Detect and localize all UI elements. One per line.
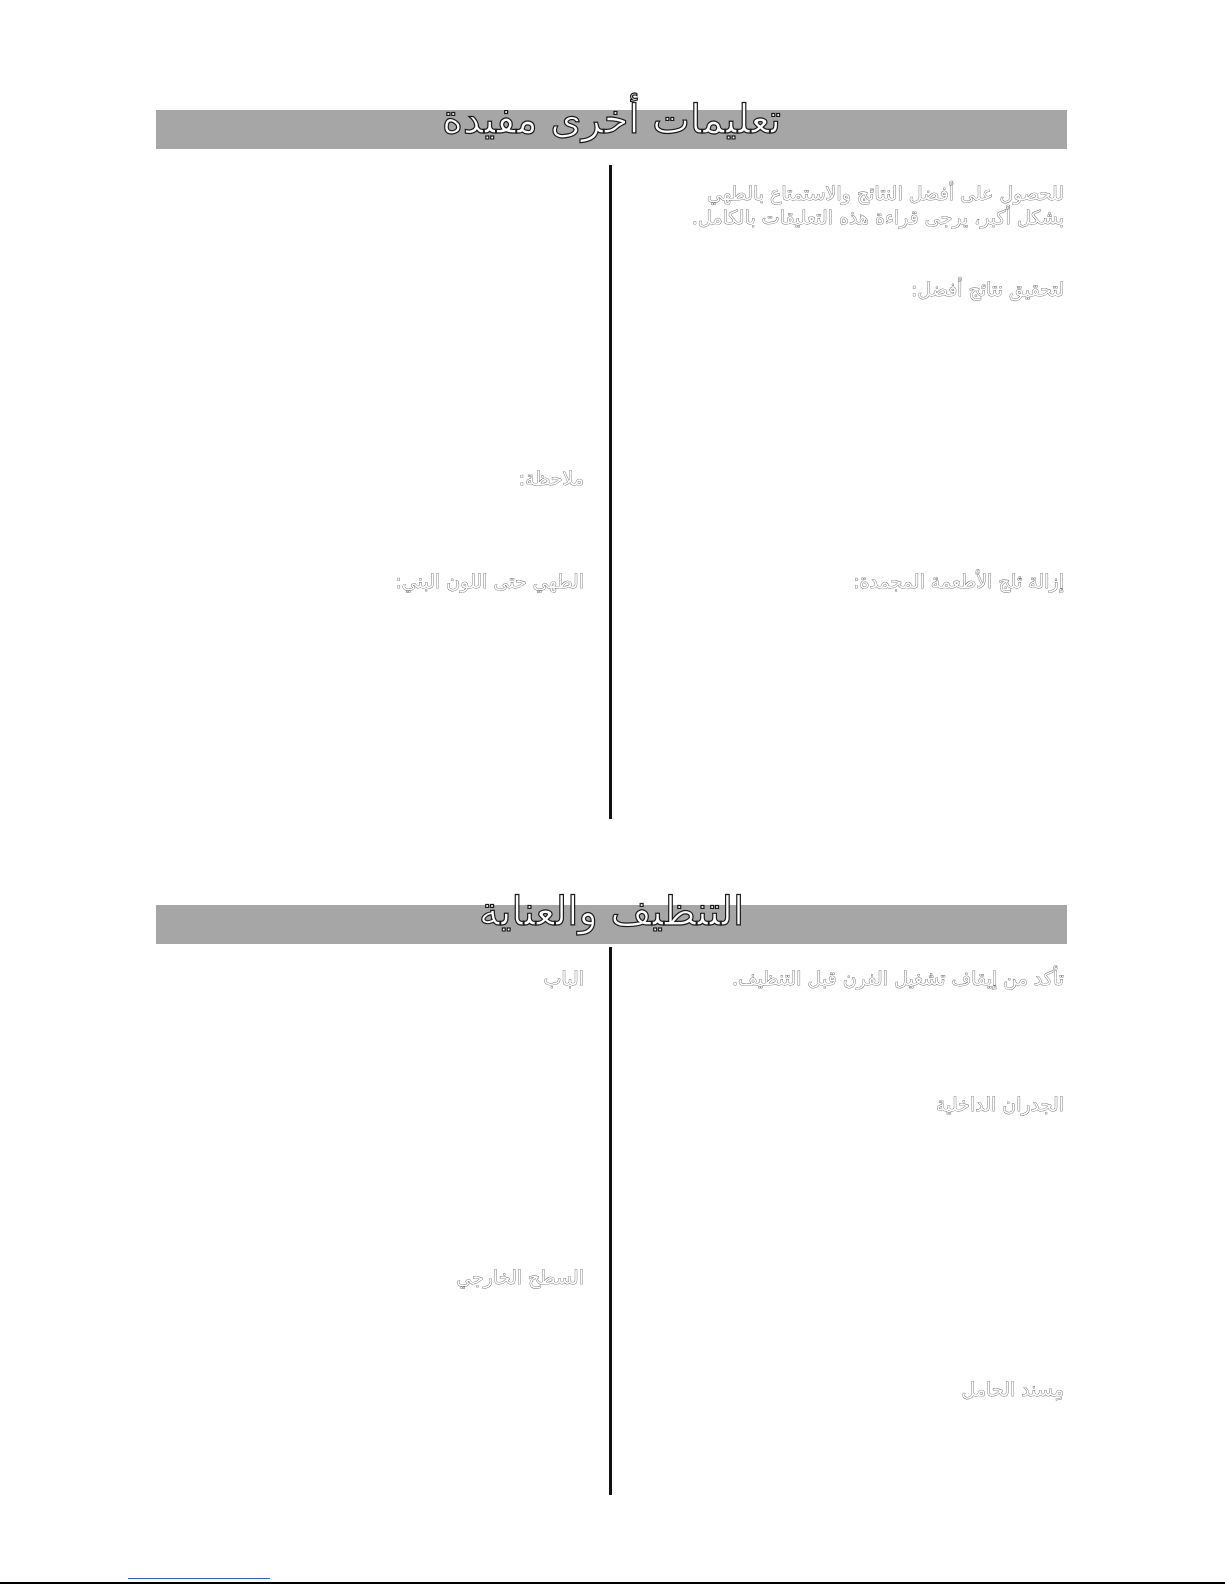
page-bottom-rule: [0, 1582, 1225, 1584]
heading-door: الباب: [543, 968, 584, 990]
column-divider: [609, 947, 612, 1495]
section-title-useful-instructions: تعليمات أخرى مفيدة: [441, 97, 782, 143]
section-title-cleaning-care: التنظيف والعناية: [478, 889, 745, 935]
column-divider: [609, 165, 612, 819]
heading-outer-surface: السطح الخارجي: [456, 1267, 584, 1289]
heading-best-results: لتحقيق نتائج أفضل:: [910, 279, 1064, 301]
heading-note: ملاحظة:: [518, 468, 584, 490]
heading-defrost: إزالة ثلج الأطعمة المجمدة:: [853, 571, 1064, 593]
heading-rack-support: مِسند الحامل: [961, 1379, 1064, 1401]
intro-paragraph: للحصول على أفضل النتائج والاستمتاع بالطهي بشكل أكبر، يرجى قراءة هذه التعليقات بالكامل.: [691, 183, 1064, 229]
switch-off-instruction: تأكد من إيقاف تشغيل الفرن قبل التنظيف.: [731, 968, 1064, 990]
footer-link-line: [128, 1578, 270, 1579]
heading-inner-walls: الجدران الداخلية: [935, 1094, 1064, 1116]
heading-browning: الطهي حتى اللون البني:: [395, 571, 584, 593]
